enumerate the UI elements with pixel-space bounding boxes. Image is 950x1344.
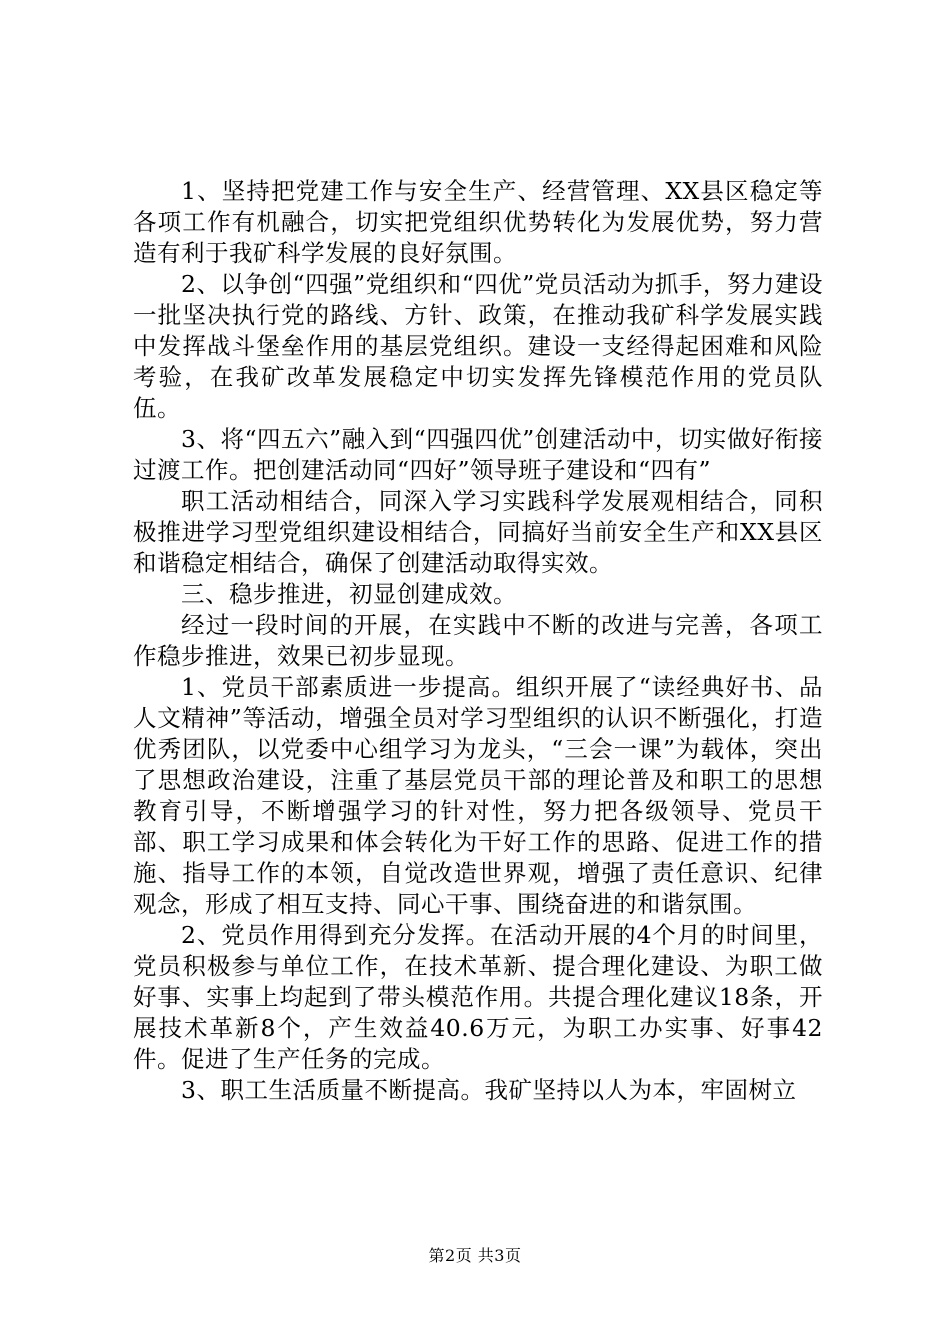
paragraph-3: 3、将“四五六”融入到“四强四优”创建活动中，切实做好衔接过渡工作。把创建活动同“四好”领导班子建设和“四有” bbox=[133, 425, 823, 484]
page-number: 第2页 共3页 bbox=[428, 1246, 522, 1265]
document-body bbox=[133, 176, 823, 1106]
paragraph-1: 1、坚持把党建工作与安全生产、经营管理、XX县区稳定等各项工作有机融合，切实把党组织优势转化为发展优势，努力营造有利于我矿科学发展的良好氛围。 bbox=[133, 177, 823, 267]
paragraph-9: 3、职工生活质量不断提高。我矿坚持以人为本，牢固树立 bbox=[181, 1076, 797, 1104]
paragraph-6: 经过一段时间的开展，在实践中不断的改进与完善，各项工作稳步推进，效果已初步显现。 bbox=[133, 611, 823, 670]
paragraph-2: 2、以争创“四强”党组织和“四优”党员活动为抓手，努力建设一批坚决执行党的路线、方针、政策，在推动我矿科学发展实践中发挥战斗堡垒作用的基层党组织。建设一支经得起困难和风险考验，在我矿改革发展稳定中切实发挥先锋模范作用的党员队伍。 bbox=[133, 270, 823, 422]
page-footer bbox=[0, 1243, 950, 1266]
paragraph-8: 2、党员作用得到充分发挥。在活动开展的4个月的时间里，党员积极参与单位工作，在技术革新、提合理化建设、为职工做好事、实事上均起到了带头模范作用。共提合理化建议18条，开展技术革新8个，产生效益40.6万元，为职工办实事、好事42件。促进了生产任务的完成。 bbox=[133, 921, 823, 1073]
paragraph-4: 职工活动相结合，同深入学习实践科学发展观相结合，同积极推进学习型党组织建设相结合，同搞好当前安全生产和XX县区和谐稳定相结合，确保了创建活动取得实效。 bbox=[133, 487, 823, 577]
section-heading: 三、稳步推进，初显创建成效。 bbox=[181, 580, 517, 608]
paragraph-7: 1、党员干部素质进一步提高。组织开展了“读经典好书、品人文精神”等活动，增强全员对学习型组织的认识不断强化，打造优秀团队，以党委中心组学习为龙头，“三会一课”为载体，突出了思想政治建设，注重了基层党员干部的理论普及和职工的思想教育引导，不断增强学习的针对性，努力把各级领导、党员干部、职工学习成果和体会转化为干好工作的思路、促进工作的措施、指导工作的本领，自觉改造世界观，增强了责任意识、纪律观念，形成了相互支持、同心干事、围绕奋进的和谐氛围。 bbox=[133, 673, 823, 918]
